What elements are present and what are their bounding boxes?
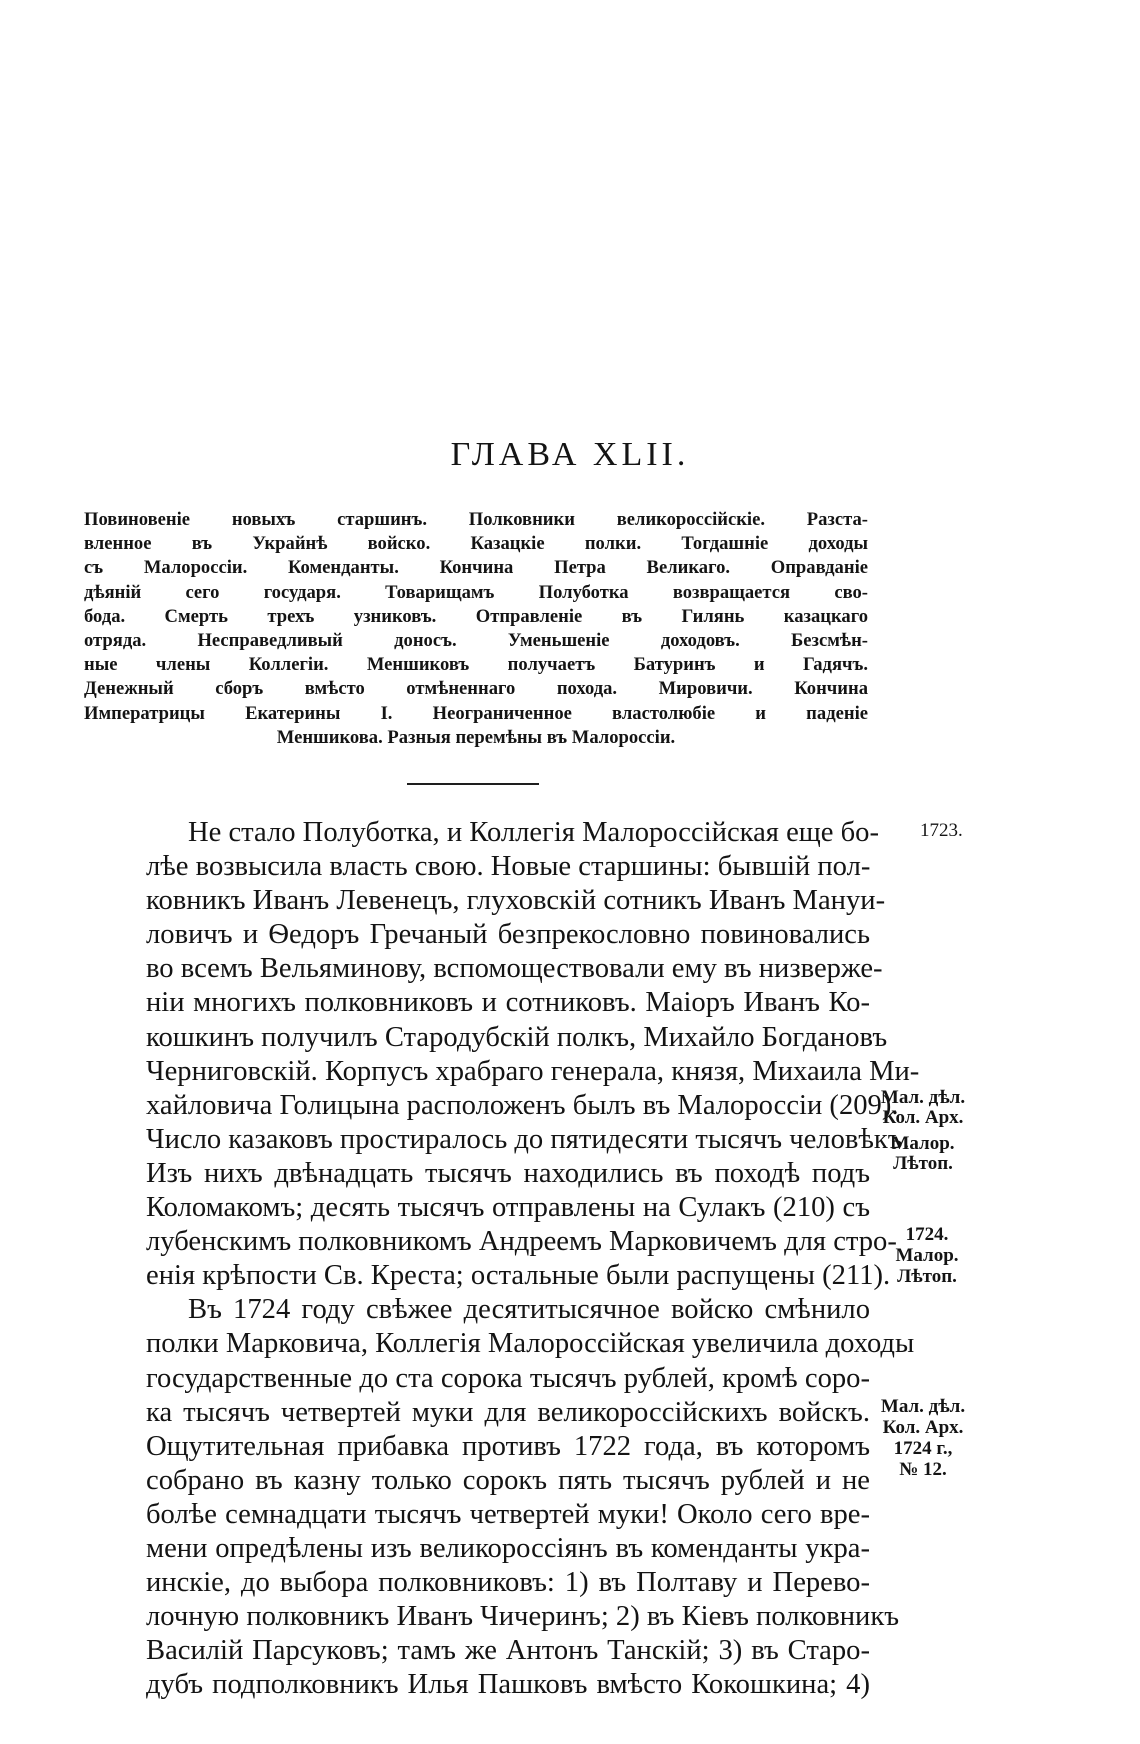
body-line: болѣе семнадцати тысячъ четвертей муки! Около сего вре- <box>146 1498 870 1530</box>
summary-line: дѣяній сего государя. Товарищамъ Полуботка возвращается сво- <box>84 581 868 603</box>
summary-line: съ Малороссіи. Коменданты. Кончина Петра Великаго. Оправданіе <box>84 557 868 579</box>
summary-line: Императрицы Екатерины I. Неограниченное властолюбіе и паденіе <box>84 702 868 724</box>
margin-note-line: Кол. Арх. <box>882 1417 964 1438</box>
summary-line: Повиновеніе новыхъ старшинъ. Полковники великороссійскіе. Разста- <box>84 509 868 530</box>
body-line: Въ 1724 году свѣжее десятитысячное войско смѣнило <box>188 1294 870 1326</box>
body-line: ловичъ и Ѳедоръ Гречаный безпрекословно повиновались <box>146 919 870 951</box>
body-line: собрано въ казну только сорокъ пять тысячъ рублей и не <box>146 1464 870 1496</box>
margin-year: 1724. <box>905 1224 949 1245</box>
body-line: хайловича Голицына расположенъ былъ въ Малороссіи (209). <box>146 1089 899 1121</box>
body-line: Изъ нихъ двѣнадцать тысячъ находились въ походѣ подъ <box>146 1157 870 1189</box>
body-line: лѣе возвысила власть свою. Новые старшины: бывшій пол- <box>146 851 871 883</box>
body-line: лубенскимъ полковникомъ Андреемъ Марковичемъ для стро- <box>146 1226 897 1258</box>
body-line: Василій Парсуковъ; тамъ же Антонъ Танскій; 3) въ Старо- <box>146 1635 870 1667</box>
margin-note-line: Малор. <box>895 1245 959 1266</box>
body-line: дубъ подполковникъ Илья Пашковъ вмѣсто Кокошкина; 4) <box>146 1669 870 1701</box>
body-line: Число казаковъ простиралось до пятидесяти тысячъ человѣкъ. <box>146 1123 910 1155</box>
body-line: лочную полковникъ Иванъ Чичеринъ; 2) въ Кіевъ полковникъ <box>146 1601 900 1633</box>
body-line: во всемъ Вельяминову, вспомоществовали ему въ низверже- <box>146 953 883 985</box>
body-line: кошкинъ получилъ Стародубскій полкъ, Михайло Богдановъ <box>146 1021 888 1053</box>
body-line: Ощутительная прибавка противъ 1722 года, въ которомъ <box>146 1430 870 1462</box>
summary-line: бода. Смерть трехъ узниковъ. Отправленіе въ Гилянь казацкаго <box>84 605 868 627</box>
margin-note-line: 1724 г., <box>893 1438 953 1459</box>
margin-note-source <box>876 1088 970 1128</box>
summary-line: Денежный сборъ вмѣсто отмѣненнаго похода. Мировичи. Кончина <box>84 678 868 700</box>
body-line: енія крѣпости Св. Креста; остальные были распущены (211). <box>146 1260 891 1292</box>
body-line: ніи многихъ полковниковъ и сотниковъ. Маіоръ Иванъ Ко- <box>146 987 870 1019</box>
margin-note-line: Малор. <box>891 1133 955 1154</box>
margin-note-source <box>876 1396 970 1480</box>
chapter-title: ГЛАВА XLII. <box>450 436 690 473</box>
summary-line: вленное въ Украйнѣ войско. Казацкіе полки. Тогдашніе доходы <box>84 533 868 555</box>
body-line: Черниговскій. Корпусъ храбраго генерала, князя, Михаила Ми- <box>146 1055 920 1087</box>
body-line: ковникъ Иванъ Левенецъ, глуховскій сотникъ Иванъ Мануи- <box>146 885 886 917</box>
margin-year: 1723. <box>920 820 963 841</box>
summary-line: отряда. Несправедливый доносъ. Уменьшеніе доходовъ. Безсмѣн- <box>84 630 868 652</box>
body-line: ка тысячъ четвертей муки для великороссійскихъ войскъ. <box>146 1396 870 1428</box>
body-line: государственные до ста сорока тысячъ рублей, кромѣ соро- <box>146 1362 870 1394</box>
summary-line: ные члены Коллегіи. Меншиковъ получаетъ Батуринъ и Гадячъ. <box>84 654 868 676</box>
chapter-summary <box>84 508 868 750</box>
body-line: Коломакомъ; десять тысячъ отправлены на Сулакъ (210) съ <box>146 1192 870 1224</box>
margin-note-line: Лѣтоп. <box>893 1153 953 1174</box>
summary-line: Меншикова. Разныя перемѣны въ Малороссіи. <box>276 726 676 748</box>
margin-note-source <box>880 1224 974 1287</box>
margin-note-line: Кол. Арх. <box>882 1107 964 1128</box>
body-line: мени опредѣлены изъ великороссіянъ въ коменданты укра- <box>146 1532 870 1564</box>
body-line: Не стало Полуботка, и Коллегія Малороссійская еще бо- <box>188 817 879 848</box>
body-text <box>146 816 920 1702</box>
margin-note-line: Лѣтоп. <box>897 1266 957 1287</box>
margin-note-source <box>876 1134 970 1174</box>
section-divider <box>407 783 539 785</box>
margin-note-line: № 12. <box>899 1459 947 1480</box>
margin-note-line: Мал. дѣл. <box>880 1087 966 1108</box>
body-line: полки Марковича, Коллегія Малороссійская увеличила доходы <box>146 1328 915 1360</box>
margin-note-line: Мал. дѣл. <box>880 1396 966 1417</box>
body-line: инскіе, до выбора полковниковъ: 1) въ Полтаву и Перево- <box>146 1567 870 1599</box>
